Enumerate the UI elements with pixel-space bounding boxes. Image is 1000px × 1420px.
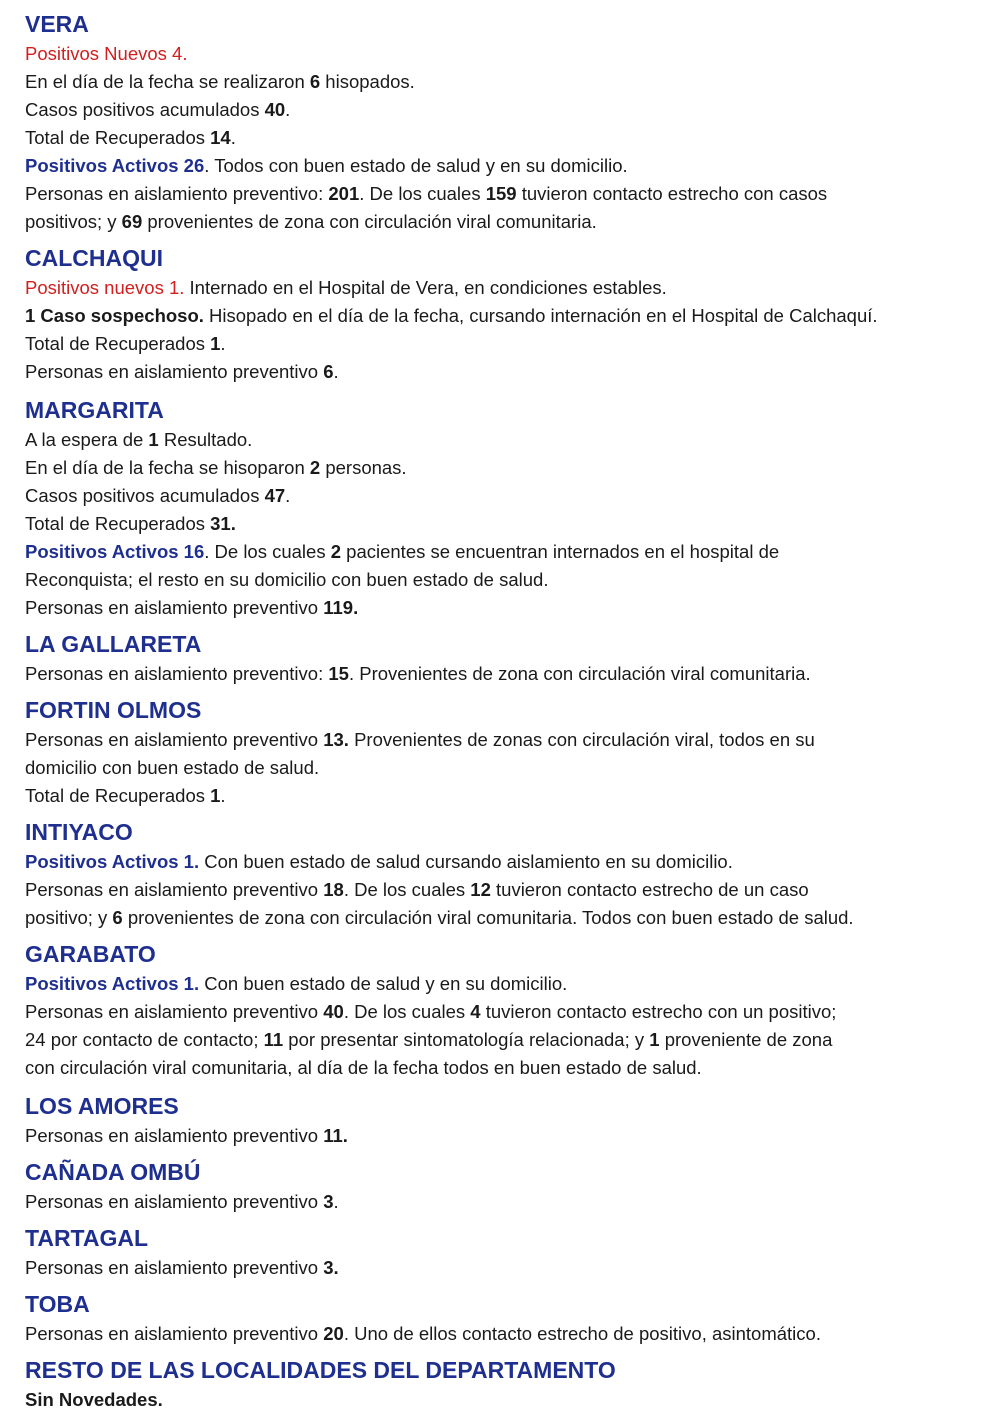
section-vera (25, 8, 985, 242)
no-news-line: Sin Novedades. (25, 1389, 163, 1410)
active-positives-line-cont: Reconquista; el resto en su domicilio con buen estado de salud. (25, 569, 549, 590)
locality-heading: CALCHAQUI (25, 245, 163, 271)
isolation-line: Personas en aislamiento preventivo 18. De los cuales 12 tuvieron contacto estrecho de un caso (25, 879, 809, 900)
isolation-line: Personas en aislamiento preventivo 13. Provenientes de zonas con circulación viral, todos en su (25, 729, 815, 750)
isolation-line-cont: con circulación viral comunitaria, al día de la fecha todos en buen estado de salud. (25, 1057, 702, 1078)
section-los-amores (25, 1090, 985, 1156)
active-positives-line: Positivos Activos 26. Todos con buen estado de salud y en su domicilio. (25, 155, 628, 176)
pending-result-line: A la espera de 1 Resultado. (25, 429, 253, 450)
section-intiyaco (25, 816, 985, 938)
locality-heading: VERA (25, 11, 89, 37)
section-calchaqui (25, 242, 985, 394)
swabs-line: En el día de la fecha se hisoparon 2 personas. (25, 457, 407, 478)
locality-heading: INTIYACO (25, 819, 133, 845)
cumulative-positives-line: Casos positivos acumulados 40. (25, 99, 291, 120)
suspected-case-line: 1 Caso sospechoso. Hisopado en el día de la fecha, cursando internación en el Hospital de Calchaquí. (25, 305, 878, 326)
new-positives-line: Positivos nuevos 1. Internado en el Hospital de Vera, en condiciones estables. (25, 277, 667, 298)
section-la-gallareta (25, 628, 985, 694)
locality-heading: MARGARITA (25, 397, 164, 423)
recovered-line: Total de Recuperados 31. (25, 513, 236, 534)
locality-heading: TOBA (25, 1291, 90, 1317)
section-fortin-olmos (25, 694, 985, 816)
section-toba (25, 1288, 985, 1354)
active-positives-line: Positivos Activos 1. Con buen estado de salud cursando aislamiento en su domicilio. (25, 851, 733, 872)
isolation-line: Personas en aislamiento preventivo 20. Uno de ellos contacto estrecho de positivo, asintomático. (25, 1323, 821, 1344)
active-positives-line: Positivos Activos 1. Con buen estado de salud y en su domicilio. (25, 973, 568, 994)
isolation-line: Personas en aislamiento preventivo 3. (25, 1191, 339, 1212)
section-tartagal (25, 1222, 985, 1288)
active-positives-line: Positivos Activos 16. De los cuales 2 pacientes se encuentran internados en el hospital de (25, 541, 780, 562)
locality-heading: FORTIN OLMOS (25, 697, 202, 723)
section-margarita (25, 394, 985, 628)
isolation-line-cont: 24 por contacto de contacto; 11 por presentar sintomatología relacionada; y 1 proveniente de zona (25, 1029, 833, 1050)
recovered-line: Total de Recuperados 14. (25, 127, 236, 148)
isolation-line: Personas en aislamiento preventivo 3. (25, 1257, 339, 1278)
section-resto-localidades (25, 1354, 985, 1420)
locality-heading: TARTAGAL (25, 1225, 149, 1251)
isolation-line: Personas en aislamiento preventivo 119. (25, 597, 359, 618)
swabs-line: En el día de la fecha se realizaron 6 hisopados. (25, 71, 415, 92)
isolation-line: Personas en aislamiento preventivo: 201. De los cuales 159 tuvieron contacto estrecho con casos (25, 183, 828, 204)
isolation-line: Personas en aislamiento preventivo 40. De los cuales 4 tuvieron contacto estrecho con un positivo; (25, 1001, 837, 1022)
locality-heading: RESTO DE LAS LOCALIDADES DEL DEPARTAMENTO (25, 1357, 616, 1383)
isolation-line-cont: positivos; y 69 provenientes de zona con circulación viral comunitaria. (25, 211, 597, 232)
section-canada-ombu (25, 1156, 985, 1222)
isolation-line: Personas en aislamiento preventivo 6. (25, 361, 339, 382)
cumulative-positives-line: Casos positivos acumulados 47. (25, 485, 291, 506)
recovered-line: Total de Recuperados 1. (25, 785, 226, 806)
new-positives-line: Positivos Nuevos 4. (25, 43, 188, 64)
recovered-line: Total de Recuperados 1. (25, 333, 226, 354)
isolation-line-cont: domicilio con buen estado de salud. (25, 757, 320, 778)
locality-heading: GARABATO (25, 941, 156, 967)
isolation-line: Personas en aislamiento preventivo 11. (25, 1125, 348, 1146)
locality-heading: LA GALLARETA (25, 631, 202, 657)
isolation-line: Personas en aislamiento preventivo: 15. Provenientes de zona con circulación viral comunitaria. (25, 663, 811, 684)
isolation-line-cont: positivo; y 6 provenientes de zona con circulación viral comunitaria. Todos con buen estado de salud. (25, 907, 854, 928)
section-garabato (25, 938, 985, 1090)
locality-heading: LOS AMORES (25, 1093, 179, 1119)
locality-heading: CAÑADA OMBÚ (25, 1159, 201, 1185)
